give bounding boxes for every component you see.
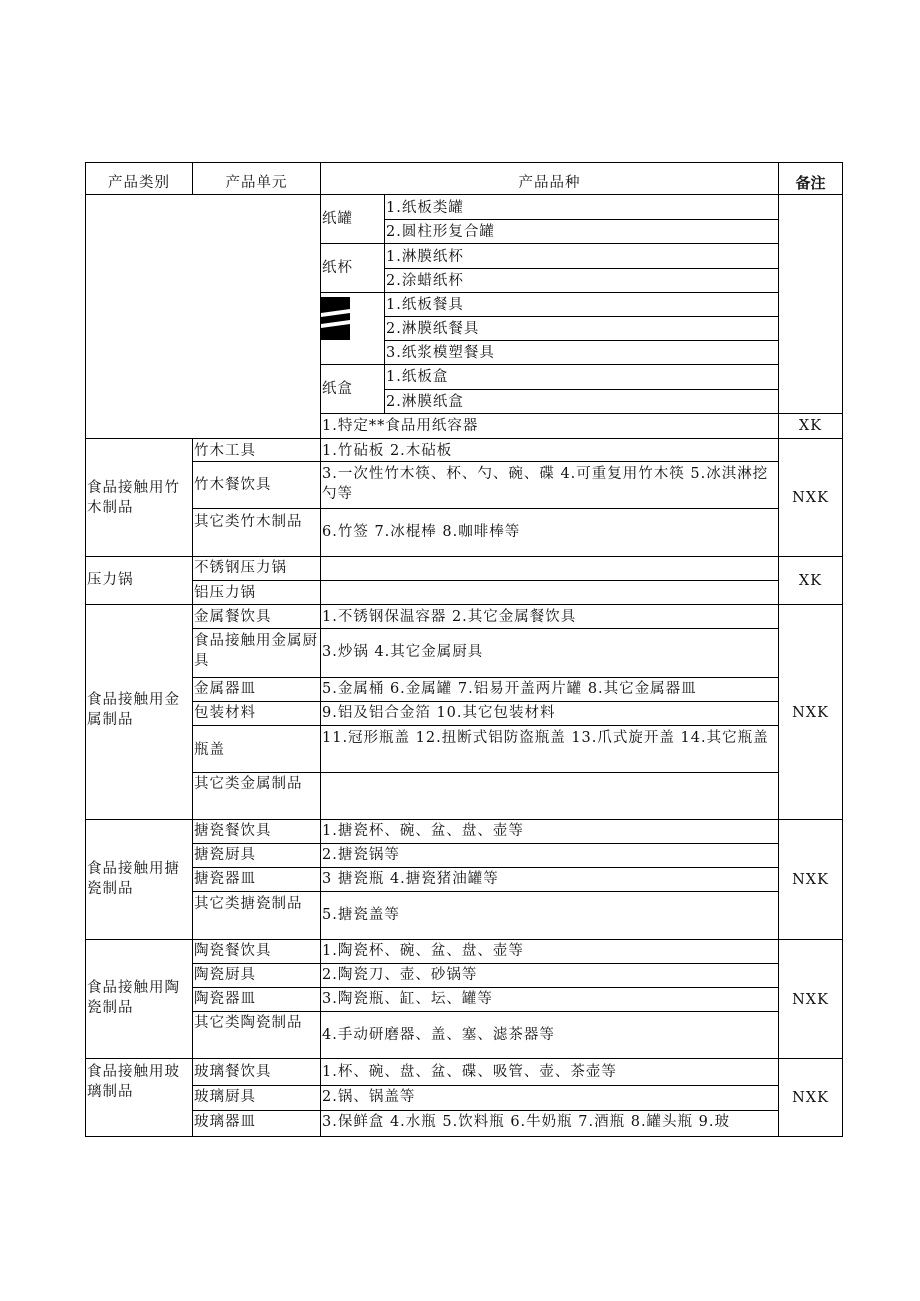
ceramic-unit: 其它类陶瓷制品 bbox=[194, 1015, 303, 1031]
ceramic-unit: 陶瓷厨具 bbox=[194, 967, 256, 983]
rule bbox=[192, 987, 778, 988]
rule bbox=[192, 677, 778, 678]
rule bbox=[192, 867, 778, 868]
paper-can-item: 2.圆柱形复合罐 bbox=[386, 224, 495, 240]
enamel-unit: 搪瓷餐饮具 bbox=[194, 823, 272, 839]
rule bbox=[384, 219, 778, 220]
enamel-category: 食品接触用搪瓷制品 bbox=[87, 861, 180, 897]
rule bbox=[192, 508, 778, 509]
metal-unit: 金属餐饮具 bbox=[194, 609, 272, 625]
paper-can-item: 1.纸板类罐 bbox=[386, 200, 464, 216]
rule bbox=[192, 1011, 778, 1012]
ceramic-unit: 陶瓷餐饮具 bbox=[194, 943, 272, 959]
enamel-variety: 5.搪瓷盖等 bbox=[322, 907, 400, 923]
bamboo-unit: 其它类竹木制品 bbox=[194, 514, 303, 530]
enamel-unit: 搪瓷厨具 bbox=[194, 847, 256, 863]
ceramic-variety: 2.陶瓷刀、壶、砂锅等 bbox=[322, 967, 478, 983]
enamel-unit: 搪瓷器皿 bbox=[194, 871, 256, 887]
metal-variety: 5.金属桶 6.金属罐 7.铝易开盖两片罐 8.其它金属器皿 bbox=[322, 681, 697, 697]
enamel-unit: 其它类搪瓷制品 bbox=[194, 896, 303, 912]
rule bbox=[384, 268, 778, 269]
enamel-remark: NXK bbox=[792, 872, 829, 888]
header-unit: 产品单元 bbox=[225, 175, 288, 191]
rule bbox=[85, 162, 843, 163]
paper-can-label: 纸罐 bbox=[322, 211, 353, 227]
rule bbox=[192, 963, 778, 964]
bamboo-unit: 竹木工具 bbox=[194, 443, 256, 459]
rule bbox=[85, 556, 843, 557]
rule bbox=[320, 413, 843, 414]
paper-tableware-item: 2.淋膜纸餐具 bbox=[386, 321, 480, 337]
metal-remark: NXK bbox=[792, 705, 829, 721]
bamboo-unit: 竹木餐饮具 bbox=[194, 477, 272, 493]
rule bbox=[192, 1110, 778, 1111]
metal-unit: 金属器皿 bbox=[194, 681, 256, 697]
rule bbox=[320, 292, 778, 293]
paper-box-label: 纸盒 bbox=[322, 381, 353, 397]
rule bbox=[384, 316, 778, 317]
rule bbox=[192, 438, 193, 1137]
glass-category: 食品接触用玻璃制品 bbox=[87, 1064, 180, 1100]
metal-unit: 其它类金属制品 bbox=[194, 776, 303, 792]
bamboo-variety: 3.一次性竹木筷、杯、勺、碗、碟 4.可重复用竹木筷 5.冰淇淋挖勺等 bbox=[322, 466, 769, 502]
glass-variety: 3.保鲜盒 4.水瓶 5.饮料瓶 6.牛奶瓶 7.酒瓶 8.罐头瓶 9.玻 bbox=[322, 1114, 730, 1130]
enamel-variety: 2.搪瓷锅等 bbox=[322, 847, 400, 863]
bamboo-variety: 6.竹签 7.冰棍棒 8.咖啡棒等 bbox=[322, 524, 521, 540]
glass-variety: 2.锅、锅盖等 bbox=[322, 1089, 416, 1105]
bamboo-category: 食品接触用竹木制品 bbox=[87, 480, 180, 516]
glass-unit: 玻璃厨具 bbox=[194, 1089, 256, 1105]
rule bbox=[85, 1136, 843, 1137]
header-remark: 备注 bbox=[795, 174, 826, 192]
rule bbox=[192, 725, 778, 726]
pressure-unit: 不锈钢压力锅 bbox=[194, 560, 287, 576]
rule bbox=[192, 1085, 778, 1086]
metal-variety: 3.炒锅 4.其它金属厨具 bbox=[322, 644, 484, 660]
enamel-variety: 3 搪瓷瓶 4.搪瓷猪油罐等 bbox=[322, 871, 499, 887]
pressure-category: 压力锅 bbox=[87, 572, 134, 588]
pressure-unit: 铝压力锅 bbox=[194, 585, 256, 601]
rule bbox=[384, 389, 778, 390]
rule bbox=[192, 461, 778, 462]
glass-unit: 玻璃餐饮具 bbox=[194, 1064, 272, 1080]
glass-unit: 玻璃器皿 bbox=[194, 1114, 256, 1130]
rule bbox=[85, 438, 843, 439]
ceramic-remark: NXK bbox=[792, 992, 829, 1008]
rule bbox=[320, 243, 778, 244]
paper-cup-item: 1.淋膜纸杯 bbox=[386, 249, 464, 265]
metal-unit: 食品接触用金属厨具 bbox=[194, 633, 318, 669]
rule bbox=[192, 580, 778, 581]
metal-variety: 11.冠形瓶盖 12.扭断式铝防盗瓶盖 13.爪式旋开盖 14.其它瓶盖 bbox=[322, 730, 769, 746]
bamboo-remark: NXK bbox=[792, 490, 829, 506]
header-category: 产品类别 bbox=[108, 175, 170, 191]
metal-variety: 1.不锈钢保温容器 2.其它金属餐饮具 bbox=[322, 609, 577, 625]
paper-tableware-item: 1.纸板餐具 bbox=[386, 297, 464, 313]
garbled-glyph-icon bbox=[321, 297, 351, 341]
rule bbox=[384, 340, 778, 341]
ceramic-category: 食品接触用陶瓷制品 bbox=[87, 980, 180, 1016]
rule bbox=[85, 939, 843, 940]
pressure-remark: XK bbox=[798, 573, 823, 589]
rule bbox=[192, 843, 778, 844]
rule bbox=[192, 628, 778, 629]
paper-special: 1.特定**食品用纸容器 bbox=[322, 418, 479, 434]
ceramic-variety: 4.手动研磨器、盖、塞、滤茶器等 bbox=[322, 1027, 555, 1043]
metal-unit: 瓶盖 bbox=[194, 742, 225, 758]
rule bbox=[85, 194, 843, 195]
glass-remark: NXK bbox=[792, 1090, 829, 1106]
header-variety: 产品品种 bbox=[518, 175, 581, 191]
metal-unit: 包装材料 bbox=[194, 705, 256, 721]
paper-special-remark: XK bbox=[798, 418, 823, 434]
enamel-variety: 1.搪瓷杯、碗、盆、盘、壶等 bbox=[322, 823, 524, 839]
metal-category: 食品接触用金属制品 bbox=[87, 692, 180, 728]
paper-cup-label: 纸杯 bbox=[322, 260, 353, 276]
rule bbox=[842, 162, 843, 1137]
rule bbox=[85, 819, 843, 820]
rule bbox=[85, 1058, 843, 1059]
rule bbox=[192, 891, 778, 892]
ceramic-unit: 陶瓷器皿 bbox=[194, 991, 256, 1007]
ceramic-variety: 3.陶瓷瓶、缸、坛、罐等 bbox=[322, 991, 493, 1007]
rule bbox=[85, 162, 86, 1137]
paper-box-item: 2.淋膜纸盒 bbox=[386, 394, 464, 410]
rule bbox=[192, 701, 778, 702]
rule bbox=[320, 364, 778, 365]
rule bbox=[85, 604, 843, 605]
bamboo-variety: 1.竹砧板 2.木砧板 bbox=[322, 443, 453, 459]
ceramic-variety: 1.陶瓷杯、碗、盆、盘、壶等 bbox=[322, 943, 524, 959]
paper-box-item: 1.纸板盒 bbox=[386, 369, 449, 385]
paper-tableware-item: 3.纸浆模塑餐具 bbox=[386, 345, 495, 361]
glass-variety: 1.杯、碗、盘、盆、碟、吸管、壶、茶壶等 bbox=[322, 1064, 617, 1080]
rule bbox=[384, 194, 385, 413]
paper-cup-item: 2.涂蜡纸杯 bbox=[386, 273, 464, 289]
rule bbox=[192, 772, 778, 773]
metal-variety: 9.铝及铝合金箔 10.其它包装材料 bbox=[322, 705, 556, 721]
